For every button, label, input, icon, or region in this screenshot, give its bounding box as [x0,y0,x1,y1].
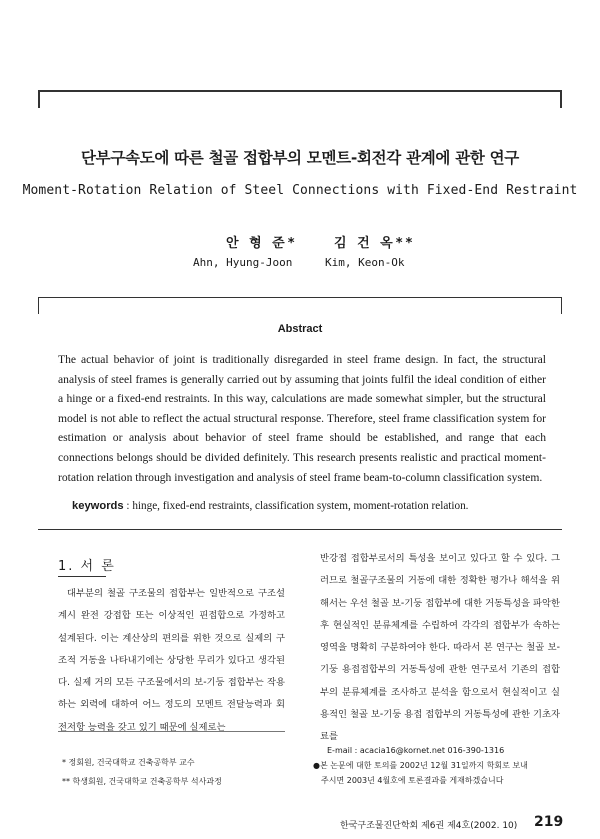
top-frame-right-tick [560,90,562,108]
abstract-frame-right [561,297,562,314]
journal-footer: 한국구조물진단학회 제6권 제4호(2002. 10) [340,821,518,831]
title-english: Moment-Rotation Relation of Steel Connections with Fixed-End Restraint [22,183,578,198]
left-column-text [58,583,285,739]
footnote-2: ** 학생회원, 건국대학교 건축공학부 석사과정 [62,777,222,786]
section-heading-underline [58,576,106,577]
top-frame-left-tick [38,90,40,108]
right-column-text [320,548,560,749]
left-column-paragraph: 대부분의 철골 구조물의 접합부는 일반적으로 구조설계시 완전 강접합 또는 이상적인 핀접합으로 가정하고 설계된다. 이는 계산상의 편의를 위한 것으로 실제의 구조적 거동을 나타내기에는 상당한 무리가 있다고 생각된다. 실제 거의 모든 구조물에서의 보-기둥 접합부는 작용하는 외력에 대하여 어느 정도의 모멘트 전달능력과 회전저항 능력을 갖고 있기 때문에 실제로는 [58,588,285,733]
abstract-heading: Abstract [277,323,323,335]
email-line: E-mail : acacia16@kornet.net 016-390-1316 [327,746,505,755]
keywords-label: keywords [72,500,124,512]
footnotes-left [62,753,292,791]
title-korean: 단부구속도에 따른 철골 접합부의 모멘트-회전각 관계에 관한 연구 [81,149,519,167]
footnote-1: * 정회원, 건국대학교 건축공학부 교수 [62,758,195,767]
abstract-frame-bottom [38,529,562,530]
footnote-separator [58,731,285,732]
abstract-text: The actual behavior of joint is traditionally disregarded in steel frame design. In fact, the structural analysis of steel frames is generally carried out by assuming that joints fulfil the ideal condition of either a hinge or a fixed-end restraints. In this way, calculations are made somewhat simpler, but the structural model is not able to reflect the actual structural response. Therefore, steel frame classification system for estimation or analysis about behavior of steel frame should be established, and range that each connections belongs should be divided definitely. This research presents realistic and practical moment-rotation relation through investigation and analysis of steel frame beam-to-column classification system. [58,353,546,484]
right-column-paragraph: 반강접 접합부로서의 특성을 보이고 있다고 할 수 있다. 그러므로 철골구조물의 거동에 대한 정확한 평가나 해석을 위해서는 우선 철골 보-기둥 접합부에 대한 거동특성을 파악한 후 현실적인 분류체계를 수립하여 각각의 접합부가 속하는 영역을 명확히 구분하여야 한다. 따라서 본 연구는 철골 보-기둥 용접접합부의 거동특성에 관한 연구로서 기존의 접합부의 분류체계를 조사하고 분석을 함으로서 현실적이고 실용적인 철골 보-기둥 용접 접합부의 거동특성에 관한 기초자료를 [320,553,560,743]
abstract-frame-top [38,297,562,298]
footnotes-right [313,743,563,788]
keywords-text: : hinge, fixed-end restraints, classification system, moment-rotation relation. [126,500,469,512]
abstract-frame-left [38,297,39,314]
author-1-korean: 안 형 준* [226,236,298,251]
author-2-korean: 김 건 옥** [334,236,416,251]
author-1-english: Ahn, Hyung-Joon [193,256,293,269]
keywords-line [72,500,468,512]
discussion-note-2: 주시면 2003년 4월호에 토론결과를 게재하겠습니다 [321,776,504,785]
discussion-note-1: ●본 논문에 대한 토의를 2002년 12월 31일까지 학회로 보내 [313,761,528,770]
top-frame-line [38,90,562,92]
author-2-english: Kim, Keon-Ok [325,256,405,269]
page-number: 219 [534,814,564,830]
section-heading: 1. 서 론 [58,559,116,574]
